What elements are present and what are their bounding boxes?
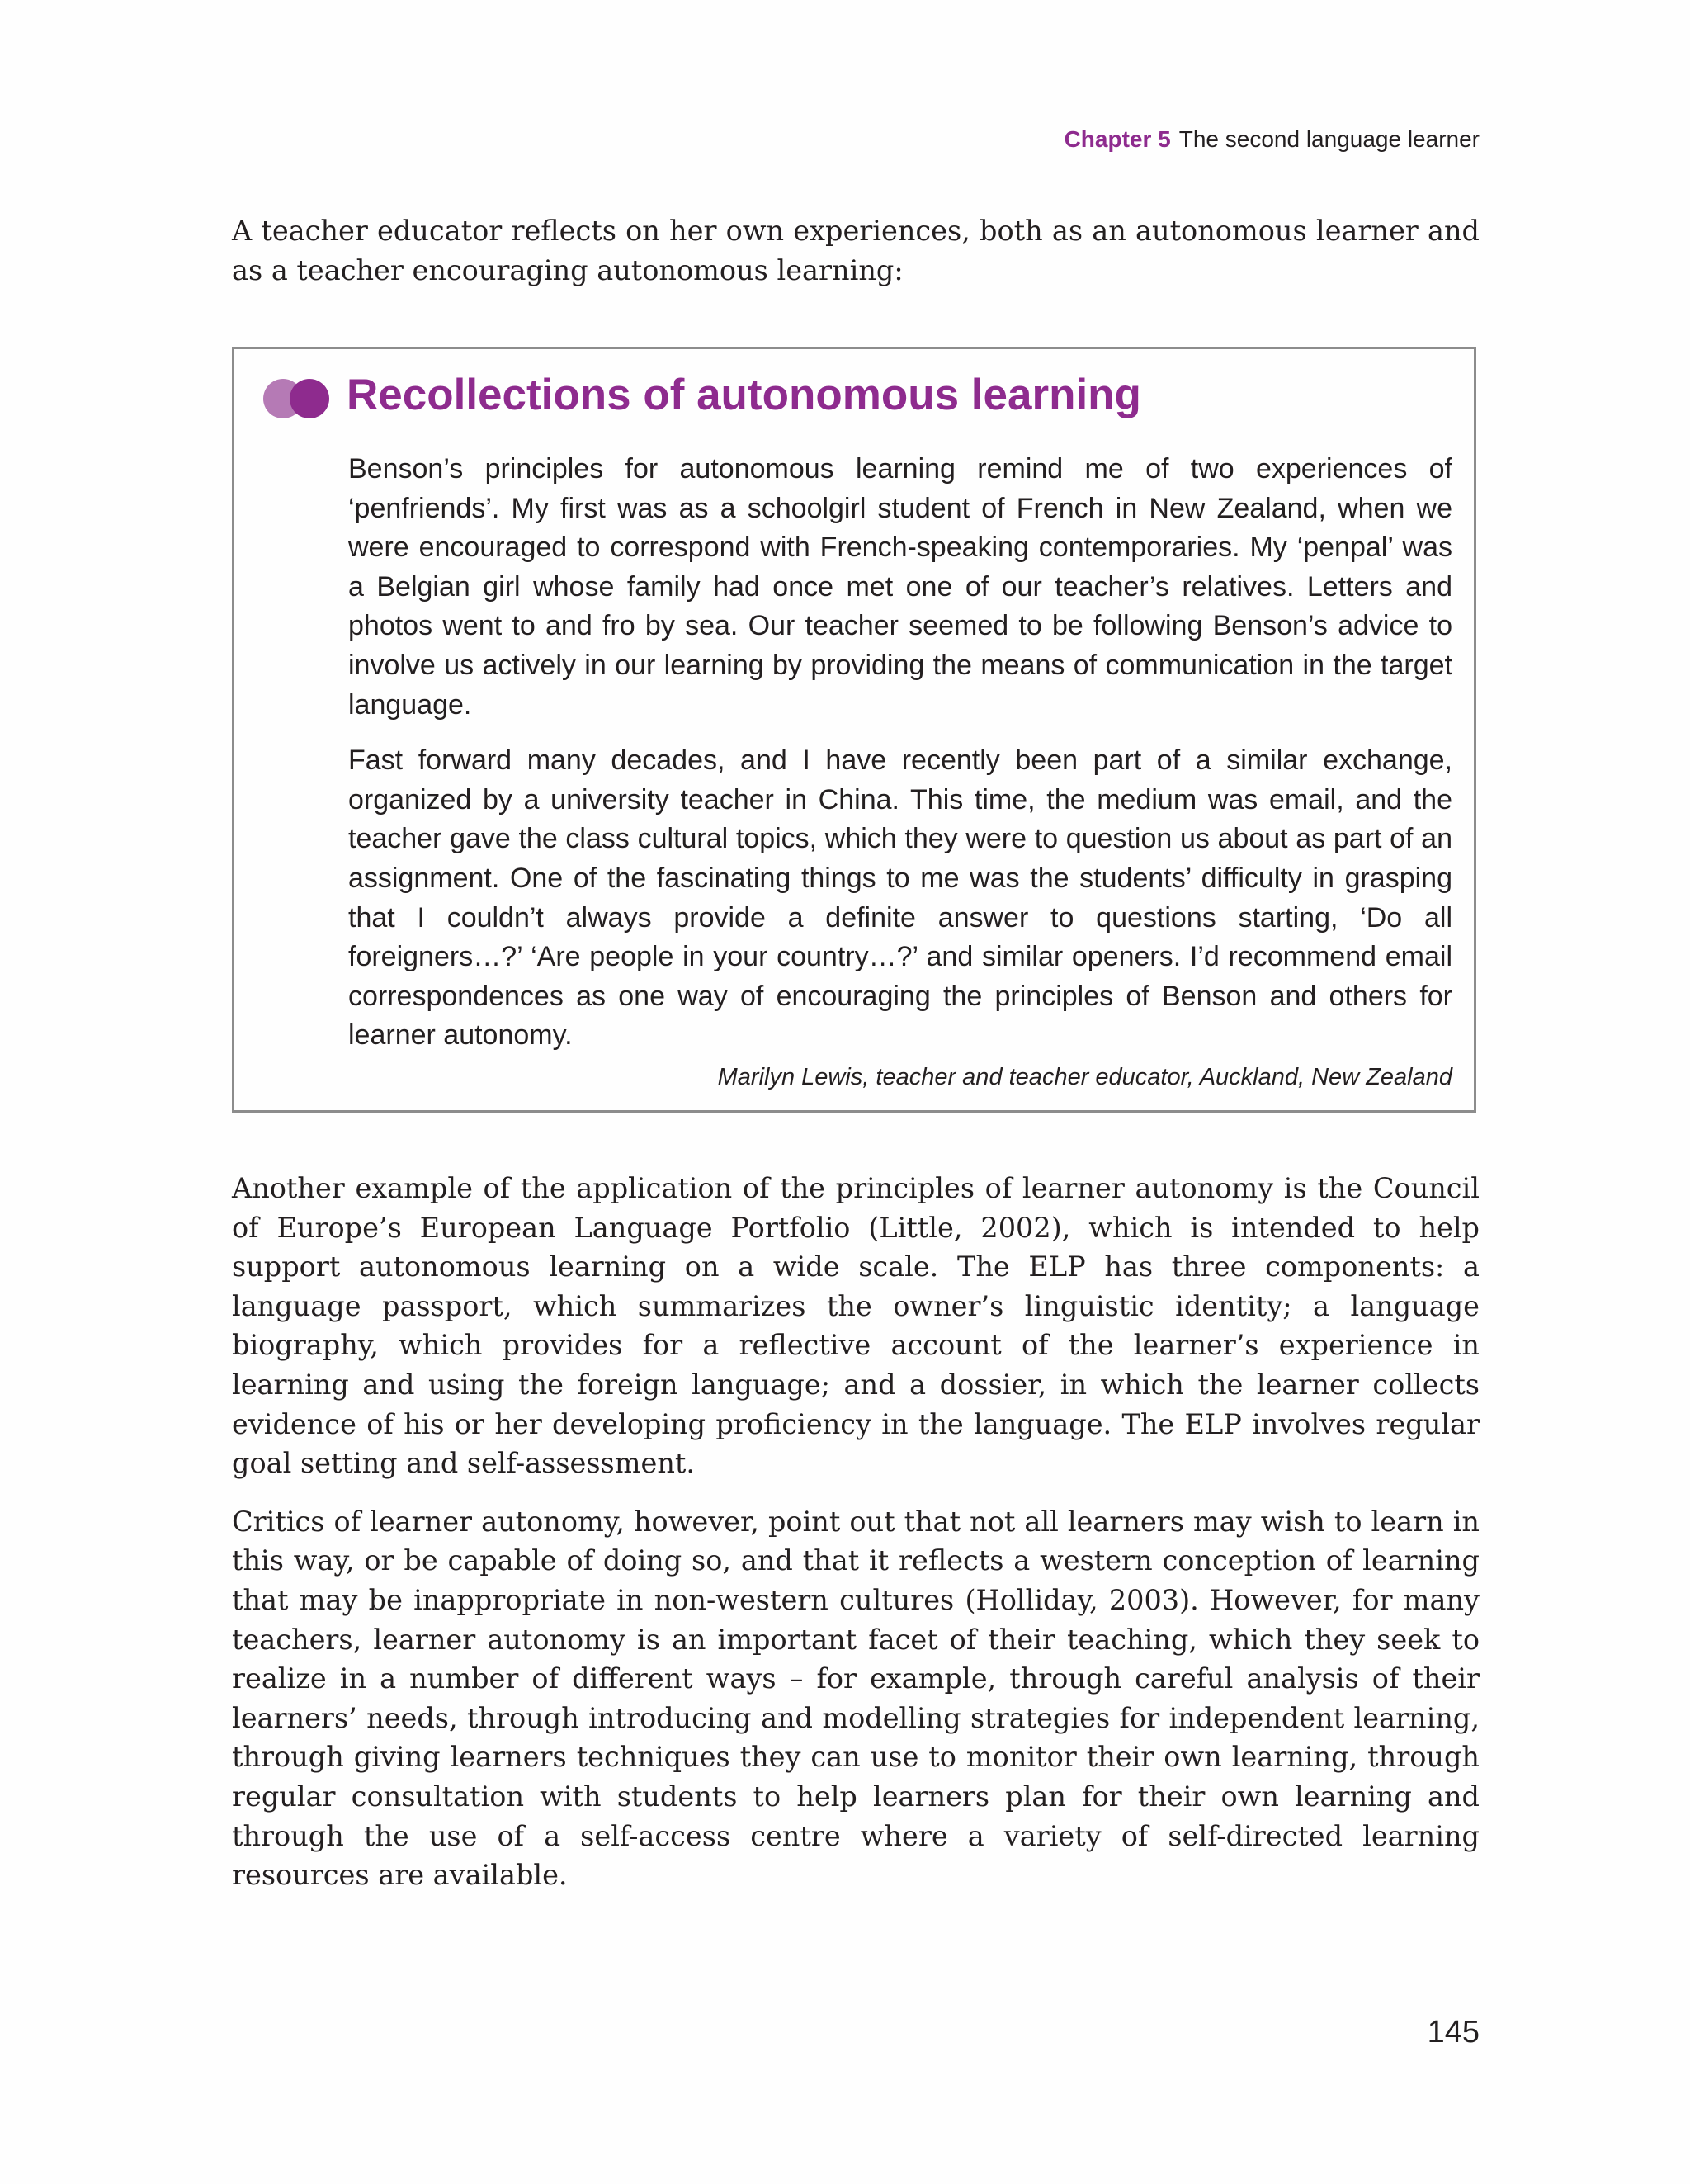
box-attribution: Marilyn Lewis, teacher and teacher educator, Auckland, New Zealand bbox=[717, 1063, 1452, 1090]
body-paragraph: Another example of the application of the principles of learner autonomy is the Council of Europe’s European Language Portfolio (Little, 2002), which is intended to help support autonomous learning on a wide scale. The ELP has three components: a language passport, which summarizes the owner’s linguistic identity; a language biography, which provides for a reflective account of the learner’s experience in learning and using the foreign language; and a dossier, in which the learner collects evidence of his or her developing proficiency in the language. The ELP involves regular goal setting and self-assessment. bbox=[232, 1172, 1480, 1480]
page-number: 145 bbox=[1427, 2015, 1480, 2049]
double-circle-icon bbox=[262, 377, 333, 420]
main-text bbox=[232, 1169, 1480, 1895]
box-paragraph: Fast forward many decades, and I have recently been part of a similar exchange, organized by a university teacher in China. This time, the medium was email, and the teacher gave the class cultural topics, which they were to question us about as part of an assignment. One of the fascinating things to me was the students’ difficulty in grasping that I couldn’t always provide a definite answer to questions starting, ‘Do all foreigners…?’ ‘Are people in your country…?’ and similar openers. I’d recommend email correspondences as one way of encouraging the principles of Benson and others for learner autonomy. bbox=[348, 745, 1452, 1052]
chapter-label: Chapter 5 bbox=[1064, 126, 1171, 152]
chapter-title: The second language learner bbox=[1178, 126, 1480, 152]
body-paragraph: Critics of learner autonomy, however, point out that not all learners may wish to learn in this way, or be capable of doing so, and that it reflects a western conception of learning that may be inappropriate in non-western cultures (Holliday, 2003). However, for many teachers, learner autonomy is an important facet of their teaching, which they seek to realize in a number of different ways – for example, through careful analysis of their learners’ needs, through introducing and modelling strategies for independent learning, through giving learners techniques they can use to monitor their own learning, through regular consultation with students to help learners plan for their own learning and through the use of a self-access centre where a variety of self-directed learning resources are available. bbox=[232, 1505, 1480, 1892]
recollections-box bbox=[232, 347, 1476, 1113]
running-head bbox=[1065, 126, 1480, 153]
intro-paragraph: A teacher educator reflects on her own experiences, both as an autonomous learner and as a teacher encouraging autonomous learning: bbox=[232, 215, 1480, 286]
box-paragraph: Benson’s principles for autonomous learning remind me of two experiences of ‘penfriends’. My first was as a schoolgirl student of French in New Zealand, when we were encouraged to correspond with French-speaking contemporaries. My ‘penpal’ was a Belgian girl whose family had once met one of our teacher’s relatives. Letters and photos went to and fro by sea. Our teacher seemed to be following Benson’s advice to involve us actively in our learning by providing the means of communication in the target language. bbox=[348, 453, 1452, 721]
box-body bbox=[348, 450, 1452, 1091]
box-title: Recollections of autonomous learning bbox=[347, 371, 1141, 419]
